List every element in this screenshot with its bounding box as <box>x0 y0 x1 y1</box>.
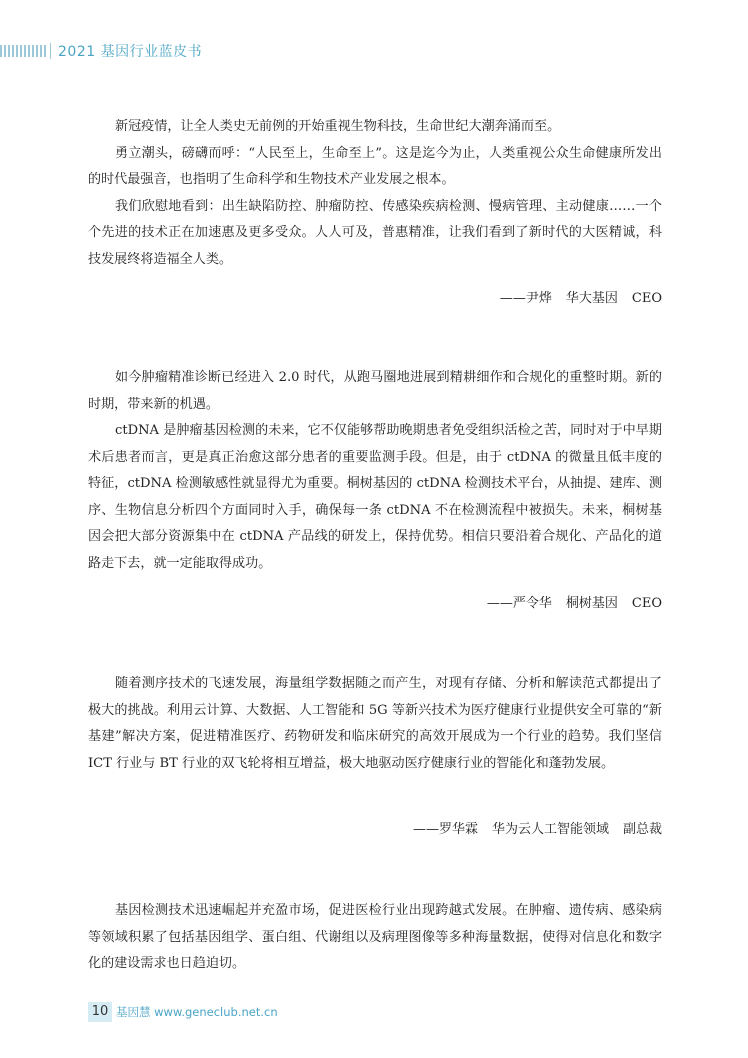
page-footer <box>88 1002 278 1022</box>
paragraph: 随着测序技术的飞速发展，海量组学数据随之而产生，对现有存储、分析和解读范式都提出了极大的挑战。利用云计算、大数据、人工智能和 5G 等新兴技术为医疗健康行业提供安全可靠的“新基建”解决方案，促进精准医疗、药物研发和临床研究的高效开展成为一个行业的趋势。我们坚信 ICT 行业与 BT 行业的双飞轮将相互增益，极大地驱动医疗健康行业的智能化和蓬勃发展。 <box>88 676 662 771</box>
signature-name: ——尹烨 <box>499 291 552 306</box>
signature-3 <box>413 818 662 837</box>
header-divider <box>50 43 51 59</box>
footer-site: 基因慧 www.geneclub.net.cn <box>116 1005 278 1019</box>
signature-org: 桐树基因 <box>565 596 618 611</box>
signature-org: 华大基因 <box>565 291 618 306</box>
paragraph: 如今肿瘤精准诊断已经进入 2.0 时代，从跑马圈地进展到精耕细作和合规化的重整时期。新的时期，带来新的机遇。 <box>88 370 662 412</box>
quote-block-4 <box>88 898 662 978</box>
signature-name: ——严令华 <box>486 596 552 611</box>
quote-block-2 <box>88 365 662 577</box>
signature-name: ——罗华霖 <box>412 822 478 837</box>
paragraph: 我们欣慰地看到：出生缺陷防控、肿瘤防控、传感染疾病检测、慢病管理、主动健康……一个个先进的技术正在加速惠及更多受众。人人可及，普惠精准，让我们看到了新时代的大医精诚，科技发展终将造福全人类。 <box>88 198 662 267</box>
header-decoration <box>0 45 46 57</box>
running-header <box>0 40 260 64</box>
signature-org: 华为云人工智能领域 <box>491 822 609 837</box>
signature-2 <box>487 592 662 611</box>
signature-1 <box>500 287 662 306</box>
quote-block-1 <box>88 114 662 273</box>
page-number: 10 <box>88 1002 112 1022</box>
paragraph: 基因检测技术迅速崛起并充盈市场，促进医检行业出现跨越式发展。在肿瘤、遗传病、感染病等领域积累了包括基因组学、蛋白组、代谢组以及病理图像等多种海量数据，使得对信息化和数字化的建设需求也日趋迫切。 <box>88 903 662 971</box>
signature-role: CEO <box>631 596 662 611</box>
quote-block-3 <box>88 671 662 777</box>
signature-role: CEO <box>631 291 662 306</box>
paragraph: 新冠疫情，让全人类史无前例的开始重视生物科技，生命世纪大潮奔涌而至。 <box>115 119 561 134</box>
signature-role: 副总裁 <box>622 822 662 837</box>
paragraph: 勇立潮头，磅礴而呼：“人民至上，生命至上”。这是迄今为止，人类重视公众生命健康所发出的时代最强音，也指明了生命科学和生物技术产业发展之根本。 <box>88 145 662 187</box>
paragraph: ctDNA 是肿瘤基因检测的未来，它不仅能够帮助晚期患者免受组织活检之苦，同时对于中早期术后患者而言，更是真正治愈这部分患者的重要监测手段。但是，由于 ctDNA 的微量且低丰度的特征，ctDNA 检测敏感性就显得尤为重要。桐树基因的 ctDNA 检测技术平台，从抽提、建库、测序、生物信息分析四个方面同时入手，确保每一条 ctDNA 不在检测流程中被损失。未来，桐树基因会把大部分资源集中在 ctDNA 产品线的研发上，保持优势。相信只要沿着合规化、产品化的道路走下去，就一定能取得成功。 <box>88 423 662 571</box>
header-title: 2021 基因行业蓝皮书 <box>58 44 203 60</box>
